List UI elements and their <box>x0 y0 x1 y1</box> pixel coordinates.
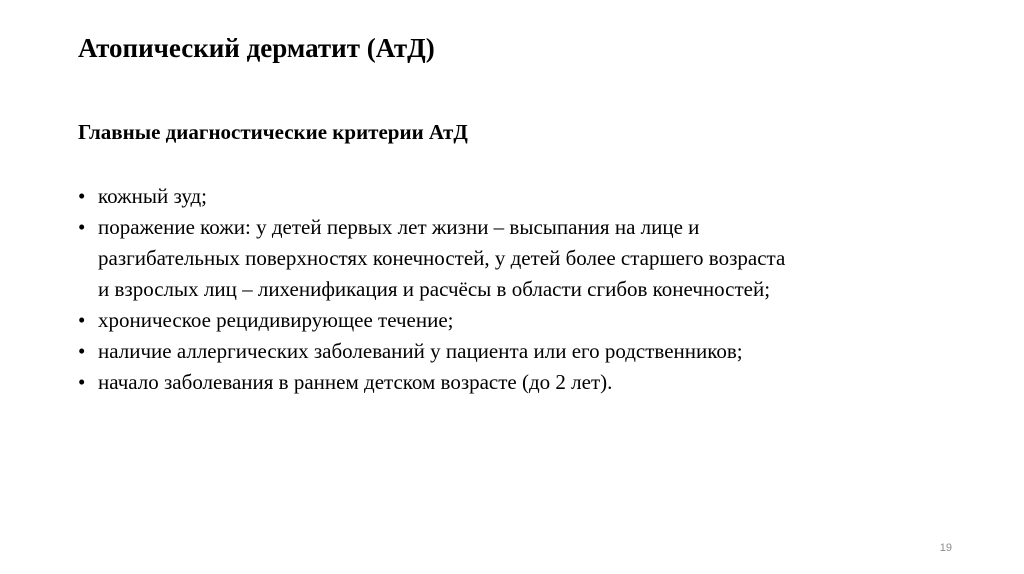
criteria-item-text: начало заболевания в раннем детском возрасте (до 2 лет). <box>98 370 613 394</box>
criteria-item-skin-lesion <box>78 212 978 305</box>
slide-title: Атопический дерматит (АтД) <box>78 33 435 63</box>
bullet-icon: • <box>78 370 86 394</box>
criteria-item-text: разгибательных поверхностях конечностей, у детей более старшего возраста <box>98 246 786 270</box>
criteria-item-itch <box>78 181 978 212</box>
bullet-icon: • <box>78 308 86 332</box>
criteria-item-text: наличие аллергических заболеваний у пациента или его родственников; <box>98 339 743 363</box>
criteria-item-text: хроническое рецидивирующее течение; <box>98 308 454 332</box>
criteria-item-text: и взрослых лиц – лихенификация и расчёсы в области сгибов конечностей; <box>98 277 771 301</box>
slide-subtitle: Главные диагностические критерии АтД <box>78 120 468 144</box>
criteria-list <box>78 181 978 398</box>
criteria-item-text: кожный зуд; <box>98 184 208 208</box>
criteria-item-chronic-course <box>78 305 978 336</box>
criteria-item-text: поражение кожи: у детей первых лет жизни – высыпания на лице и <box>98 215 700 239</box>
bullet-icon: • <box>78 339 86 363</box>
criteria-item-early-onset <box>78 367 978 398</box>
bullet-icon: • <box>78 215 86 239</box>
page-number: 19 <box>939 542 952 554</box>
criteria-item-allergic-history <box>78 336 978 367</box>
bullet-icon: • <box>78 184 86 208</box>
